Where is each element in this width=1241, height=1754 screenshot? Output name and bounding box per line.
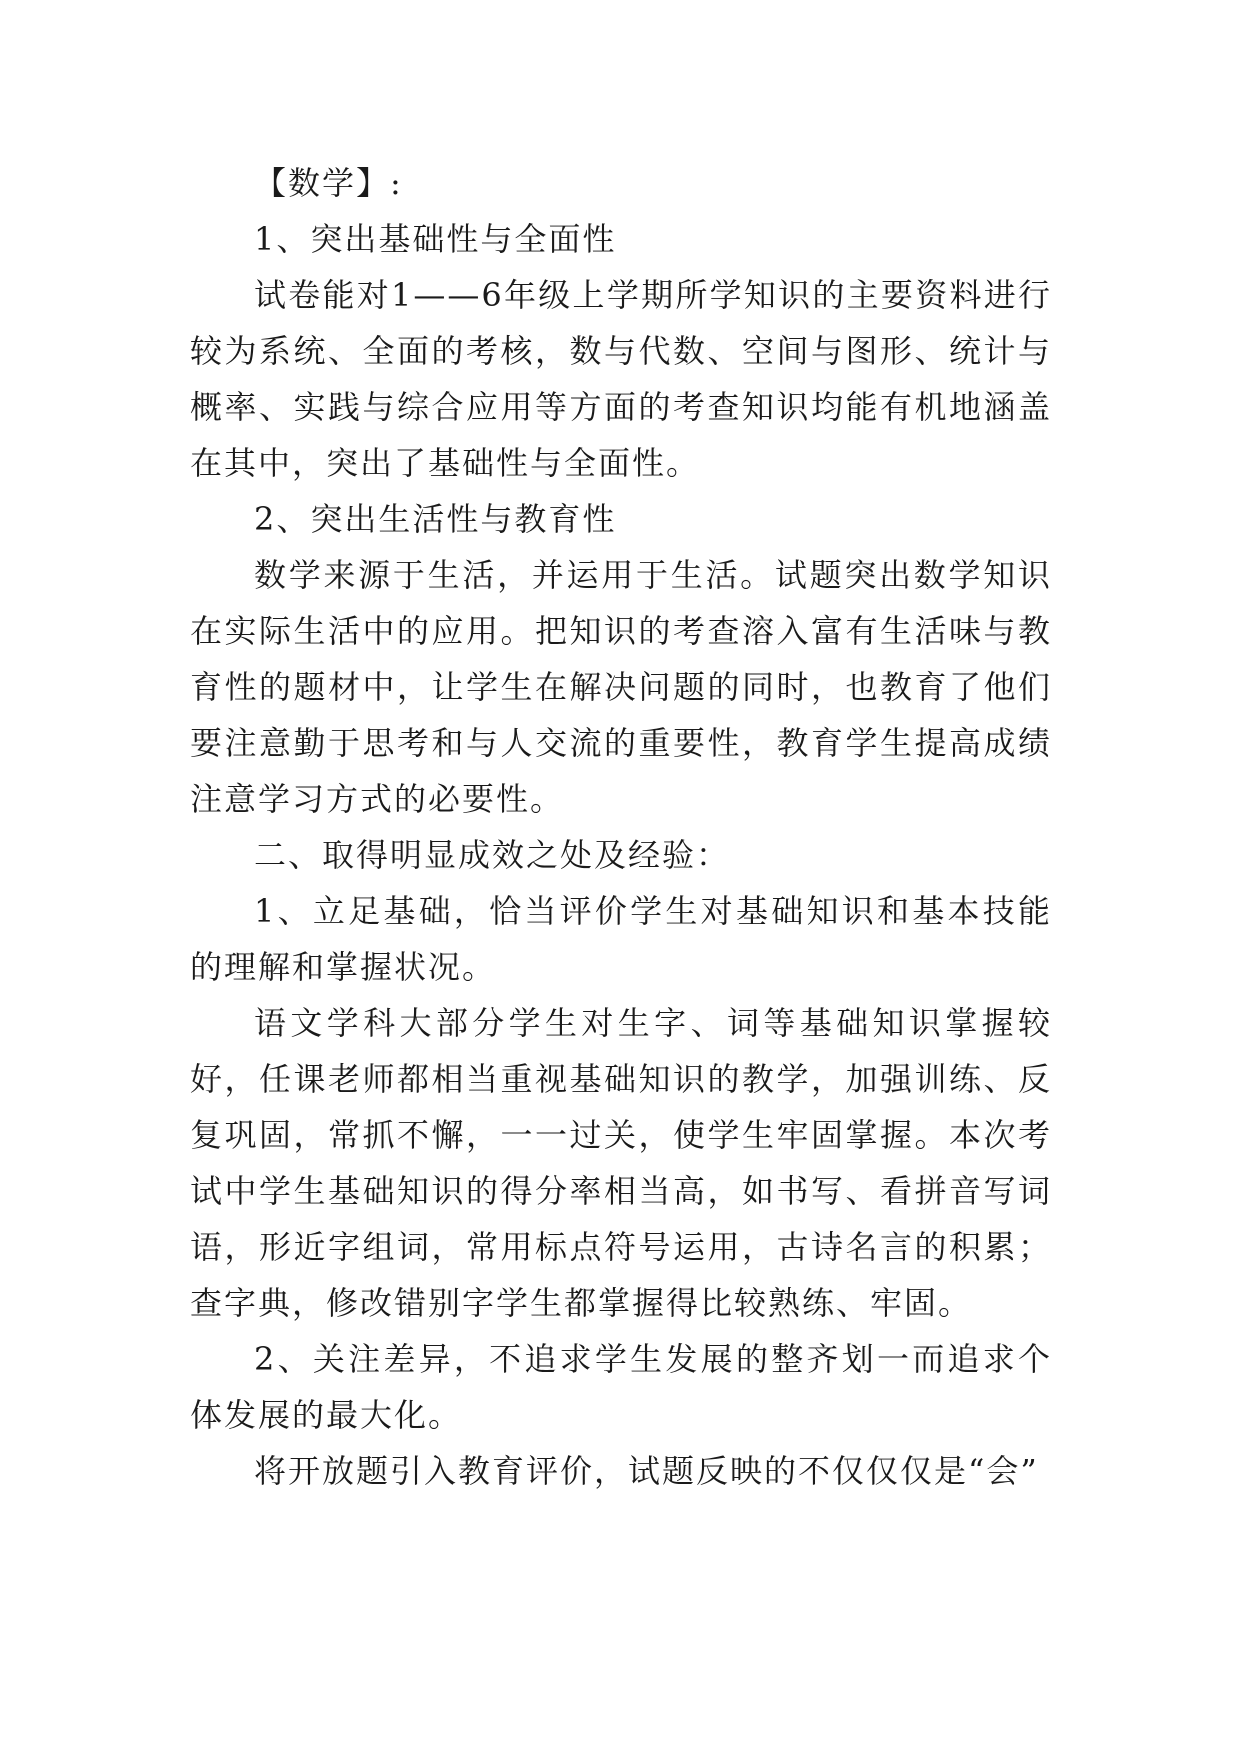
paragraph: 二、取得明显成效之处及经验： [254, 836, 731, 874]
paragraph: 2、关注差异，不追求学生发展的整齐划一而追求个体发展的最大化。 [190, 1340, 1052, 1434]
paragraph: 试卷能对1——6年级上学期所学知识的主要资料进行较为系统、全面的考核，数与代数、空间与图形、统计与概率、实践与综合应用等方面的考查知识均能有机地涵盖在其中，突出了基础性与全面性。 [190, 276, 1052, 482]
paragraph: 语文学科大部分学生对生字、词等基础知识掌握较好，任课老师都相当重视基础知识的教学，加强训练、反复巩固，常抓不懈，一一过关，使学生牢固掌握。本次考试中学生基础知识的得分率相当高，如书写、看拼音写词语，形近字组词，常用标点符号运用，古诗名言的积累；查字典，修改错别字学生都掌握得比较熟练、牢固。 [190, 1004, 1052, 1322]
paragraph: 将开放题引入教育评价，试题反映的不仅仅仅是“会” [254, 1452, 1039, 1490]
section-title: 【数学】: [254, 164, 403, 202]
paragraph: 1、突出基础性与全面性 [254, 220, 617, 258]
document-body [190, 155, 1052, 1499]
paragraph: 数学来源于生活，并运用于生活。试题突出数学知识在实际生活中的应用。把知识的考查溶入富有生活味与教育性的题材中，让学生在解决问题的同时，也教育了他们要注意勤于思考和与人交流的重要性，教育学生提高成绩注意学习方式的必要性。 [190, 556, 1052, 818]
paragraph: 2、突出生活性与教育性 [254, 500, 617, 538]
paragraph: 1、立足基础，恰当评价学生对基础知识和基本技能的理解和掌握状况。 [190, 892, 1052, 986]
